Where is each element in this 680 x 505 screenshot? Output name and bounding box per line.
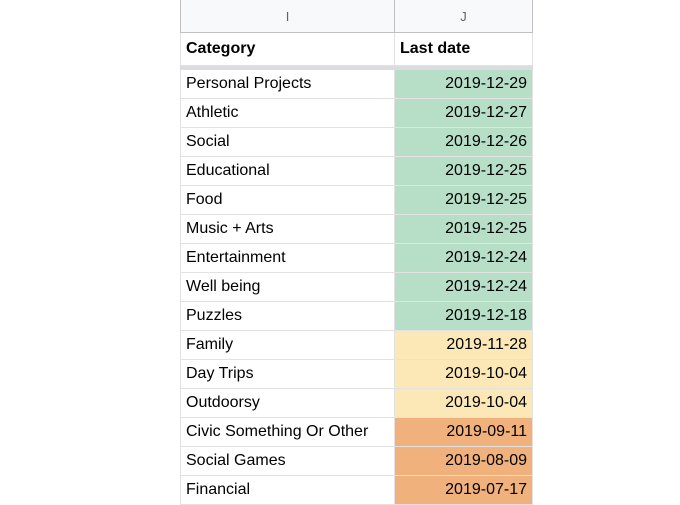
category-cell[interactable]: Entertainment	[180, 244, 395, 273]
spreadsheet-grid	[180, 0, 533, 505]
last-date-cell[interactable]: 2019-08-09	[395, 447, 533, 476]
table-row	[180, 244, 533, 273]
category-cell[interactable]: Athletic	[180, 99, 395, 128]
last-date-cell[interactable]: 2019-12-24	[395, 273, 533, 302]
last-date-cell[interactable]: 2019-07-17	[395, 476, 533, 505]
table-row	[180, 157, 533, 186]
last-date-cell[interactable]: 2019-12-29	[395, 70, 533, 99]
category-cell[interactable]: Puzzles	[180, 302, 395, 331]
table-row	[180, 447, 533, 476]
last-date-cell[interactable]: 2019-10-04	[395, 360, 533, 389]
category-cell[interactable]: Outdoorsy	[180, 389, 395, 418]
table-row	[180, 418, 533, 447]
table-row	[180, 70, 533, 99]
last-date-cell[interactable]: 2019-12-26	[395, 128, 533, 157]
last-date-cell[interactable]: 2019-12-25	[395, 186, 533, 215]
category-cell[interactable]: Personal Projects	[180, 70, 395, 99]
table-row	[180, 186, 533, 215]
last-date-cell[interactable]: 2019-12-25	[395, 157, 533, 186]
header-row	[180, 33, 533, 66]
category-cell[interactable]: Civic Something Or Other	[180, 418, 395, 447]
category-cell[interactable]: Well being	[180, 273, 395, 302]
category-cell[interactable]: Food	[180, 186, 395, 215]
table-row	[180, 128, 533, 157]
table-row	[180, 331, 533, 360]
column-headers	[180, 0, 533, 33]
column-header-i[interactable]: I	[180, 0, 395, 33]
table-row	[180, 215, 533, 244]
data-rows	[180, 70, 533, 505]
category-cell[interactable]: Music + Arts	[180, 215, 395, 244]
column-header-j[interactable]: J	[395, 0, 533, 33]
category-cell[interactable]: Day Trips	[180, 360, 395, 389]
last-date-cell[interactable]: 2019-09-11	[395, 418, 533, 447]
table-row	[180, 389, 533, 418]
category-cell[interactable]: Social Games	[180, 447, 395, 476]
last-date-cell[interactable]: 2019-12-25	[395, 215, 533, 244]
table-row	[180, 476, 533, 505]
category-cell[interactable]: Financial	[180, 476, 395, 505]
table-row	[180, 273, 533, 302]
header-cell-last-date[interactable]: Last date	[395, 33, 533, 66]
last-date-cell[interactable]: 2019-10-04	[395, 389, 533, 418]
category-cell[interactable]: Family	[180, 331, 395, 360]
table-row	[180, 99, 533, 128]
last-date-cell[interactable]: 2019-12-24	[395, 244, 533, 273]
last-date-cell[interactable]: 2019-12-18	[395, 302, 533, 331]
header-cell-category[interactable]: Category	[180, 33, 395, 66]
table-row	[180, 360, 533, 389]
last-date-cell[interactable]: 2019-12-27	[395, 99, 533, 128]
last-date-cell[interactable]: 2019-11-28	[395, 331, 533, 360]
category-cell[interactable]: Educational	[180, 157, 395, 186]
category-cell[interactable]: Social	[180, 128, 395, 157]
table-row	[180, 302, 533, 331]
